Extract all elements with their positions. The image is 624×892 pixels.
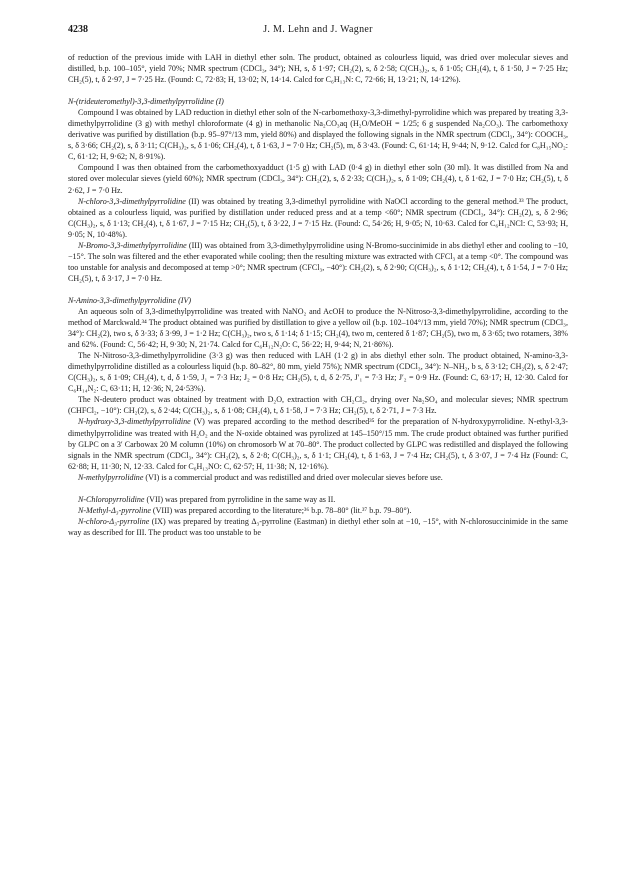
paragraph-text: (IX) was prepared by treating Δ₃-pyrroline (Eastman) in diethyl ether soln at −10, −15°, with N-chlorosuccinimide in the same way as described for III. The product was too unstable to be [68,516,568,537]
section-heading-compound-IV [68,295,568,306]
section-heading-compound-I [68,96,568,107]
paragraph-compound-I: Compound I was obtained by LAD reduction in diethyl ether soln of the N-carbomethoxy-3,3-dimethyl-pyrrolidine which was prepared by treating 3,3-dimethylpyrrolidine (3 g) with methyl chloroformate (4 g) in methanolic Na₂CO₃aq (H₂O/MeOH = 1/25; 6 g suspended Na₂CO₃). The carbomethoxy derivative was purified by distillation (b.p. 95–97°/13 mm, yield 80%) and displayed the following signals in the NMR spectrum (CDCl₃, 34°): COOCH₃, s, δ 3·66; CH₂(2), s, δ 3·11; C(CH₃)₂, s, δ 1·06; CH₂(4), t, δ 1·63, J = 7·0 Hz; CH₂(5), m, δ 3·43. (Found: C, 61·14; H, 9·44; N, 9·12. Calcd for C₈H₁₅NO₂: C, 61·12; H, 9·62; N, 8·91%). [68,108,568,162]
running-head: J. M. Lehn and J. Wagner [263,24,373,35]
paragraph-compound-VI [68,472,568,483]
page-header [68,24,568,40]
compound-name: N-Chloropyrrolidine [78,494,145,504]
paragraph-compound-III [68,240,568,284]
paragraph-compound-II [68,196,568,240]
paragraph-compound-I-cont: Compound I was then obtained from the carbomethoxyadduct (1·5 g) with LAD (0·4 g) in diethyl ether soln (30 ml). It was distilled from Na and stored over molecular sieves (yield 60%); NMR spectrum (CDCl₃, 34°): CH₂(2), s, δ 2·33; C(CH₃)₂, s, δ 1·09; CH₂(4), t, δ 1·62, J = 7·0 Hz; CH₂(5), t, δ 2·62, J = 7·0 Hz. [68,163,568,195]
compound-name: N-methylpyrrolidine [78,472,144,482]
paragraph-text: (VII) was prepared from pyrrolidine in the same way as II. [144,494,336,504]
compound-name: N-Methyl-Δ₃-pyrroline [78,505,151,515]
paragraph-text: (VI) is a commercial product and was redistilled and dried over molecular sieves before use. [143,472,443,482]
paragraph-compound-IV: An aqueous soln of 3,3-dimethylpyrrolidine was treated with NaNO₂ and AcOH to produce the N-Nitroso-3,3-dimethylpyrrolidine, according to the method of Marckwald.³⁴ The product obtained was purified by distillation to give a yellow oil (b.p. 102–104°/13 mm, yield 70%); NMR spectrum (CDCl₃, 34°): CH₂(2), two s, δ 3·33; δ 3·99, J = 1·2 Hz; C(CH₃)₂, two s, δ 1·14; δ 1·15; CH₂(4), two m, centered δ 1·87; CH₂(5), two m, δ 3·65; two rotamers, 38% and 62%. (Found: C, 56·42; H, 9·30; N, 21·74. Calcd for C₆H₁₂N₂O: C, 56·22; H, 9·44; N, 21·86%). [68,306,569,350]
compound-name: N-Bromo-3,3-dimethylpyrrolidine [78,240,187,250]
paragraph-compound-V [68,416,568,471]
heading-text: N-(trideuteromethyl)-3,3-dimethylpyrrolidine (I) [68,97,224,107]
paragraph-compound-VIII [68,505,568,516]
paragraph-text: (V) was prepared according to the method described³⁵ for the preparation of N-hydroxypyrrolidine. N-ethyl-3,3-dimethylpyrrolidine was treated with H₂O₂ and the N-oxide obtained was pyrolized at 145–150°/15 mm. The crude product obtained was further purified by GLPC on a 3′ Carbowax 20 M column (10%) on chromosorb W at 70–80°. The product collected by GLPC was redistilled and displayed the following signals in the NMR spectrum (CDCl₃, 34°): CH₂(2), s, δ 2·8; C(CH₃)₂, s, δ 1·1; CH₂(4), t, δ 1·63, J = 7·4 Hz; CH₂(5), t, δ 3·07, J = 7·4 Hz (Found: C, 62·88; H, 11·30; N, 12·33. Calcd for C₆H₁₃NO: C, 62·57; H, 11·38; N, 12·16%). [68,417,568,471]
paragraph-compound-IV-reduction: The N-Nitroso-3,3-dimethylpyrrolidine (3·3 g) was then reduced with LAH (1·2 g) in abs diethyl ether soln. The product obtained, N-amino-3,3-dimethylpyrrolidine distilled as a colourless liquid (b.p. 80–82°, 80 mm, yield 75%); NMR spectrum (CDCl₃, 34°): N–NH₂, b s, δ 3·12; CH₂(2), s, δ 2·47; C(CH₃)₂, s, δ 1·09; CH₂(4), t, d, δ 1·59, J₁ = 7·3 Hz; J₂ = 0·8 Hz; CH₂(5), t, d, δ 2·75, J′₁ = 7·3 Hz; J′₂ = 0·9 Hz. (Found: C, 63·17; H, 12·30. Calcd for C₆H₁₄N₂: C, 63·11; H, 12·36; N, 24·53%). [68,351,568,394]
paragraph-compound-IX [68,516,568,538]
heading-text: N-Amino-3,3-dimethylpyrrolidine (IV) [68,295,192,305]
paragraph-text: (VIII) was prepared according to the literature;³⁶ b.p. 78–80° (lit.³⁷ b.p. 79–80°). [150,505,412,515]
paragraph-text: (III) was obtained from 3,3-dimethylpyrrolidine using N-Bromo-succinimide in abs diethyl ether and cooling to −10, −15°. The soln was filtered and the ether evaporated while cooling; then the resulting mixture was extracted with CFCl₃ at a temp <0°. The compound was too unstable for analysis and decomposed at temp >0°; NMR spectrum (CFCl₃, −40°): CH₂(2), s, δ 2·90; C(CH₃)₂, s, δ 1·12; CH₂(4), t, δ 1·54, J = 7·0 Hz; CH₂(5), t, δ 3·17, J = 7·0 Hz. [68,240,568,283]
page-number: 4238 [68,24,88,35]
paragraph-compound-IV-deutero: The N-deutero product was obtained by treatment with D₂O, extraction with CH₂Cl₂, drying over Na₂SO₄ and molecular sieves; NMR spectrum (CHFCl₂, −10°): CH₂(2), s, δ 2·44; C(CH₃)₂, s, δ 1·08; CH₂(4), t, δ 1·58, J = 7·3 Hz; CH₂(5), t, δ 2·71, J = 7·3 Hz. [68,395,568,416]
compound-name: N-hydroxy-3,3-dimethylpyrrolidine [78,417,191,427]
compound-name: N-chloro-3,3-dimethylpyrrolidine [78,196,186,206]
paragraph-text: (II) was obtained by treating 3,3-dimethyl pyrrolidine with NaOCl according to the general method.³³ The product, obtained as a colourless liquid, was purified by distillation under reduced press and at a temp <60°; NMR spectrum (CDCl₃, 34°): CH₂(2), s, δ 2·96; C(CH₃)₂, s, δ 1·13; CH₂(4), t, δ 1·67, J = 7·15 Hz; CH₂(5), t, δ 3·22, J = 7·15 Hz. (Found: C, 54·26; H, 9·05; N, 10·63. Calcd for C₆H₁₂NCl: C, 53·93; H, 9·05; N, 10·48%). [68,196,568,239]
paragraph-continuation: of reduction of the previous imide with LAH in diethyl ether soln. The product, obtained as colourless liquid, was dried over molecular sieves and distilled, b.p. 100–105°, yield 70%; NMR spectrum (CDCl₃, 34°); NH, s, δ 1·97; CH₂(2), s, δ 2·58; C(CH₃)₂, s, δ 1·05; CH₂(4), t, δ 1·50, J = 7·25 Hz; CH₂(5), t, δ 2·97, J = 7·25 Hz. (Found: C, 72·83; H, 13·02; N, 14·14. Calcd for C₆H₁₃N: C, 72·66; H, 13·21; N, 14·12%). [68,53,568,85]
article-body [68,52,568,538]
compound-name: N-chloro-Δ₃-pyrroline [78,516,150,526]
paragraph-compound-VII [68,494,568,505]
